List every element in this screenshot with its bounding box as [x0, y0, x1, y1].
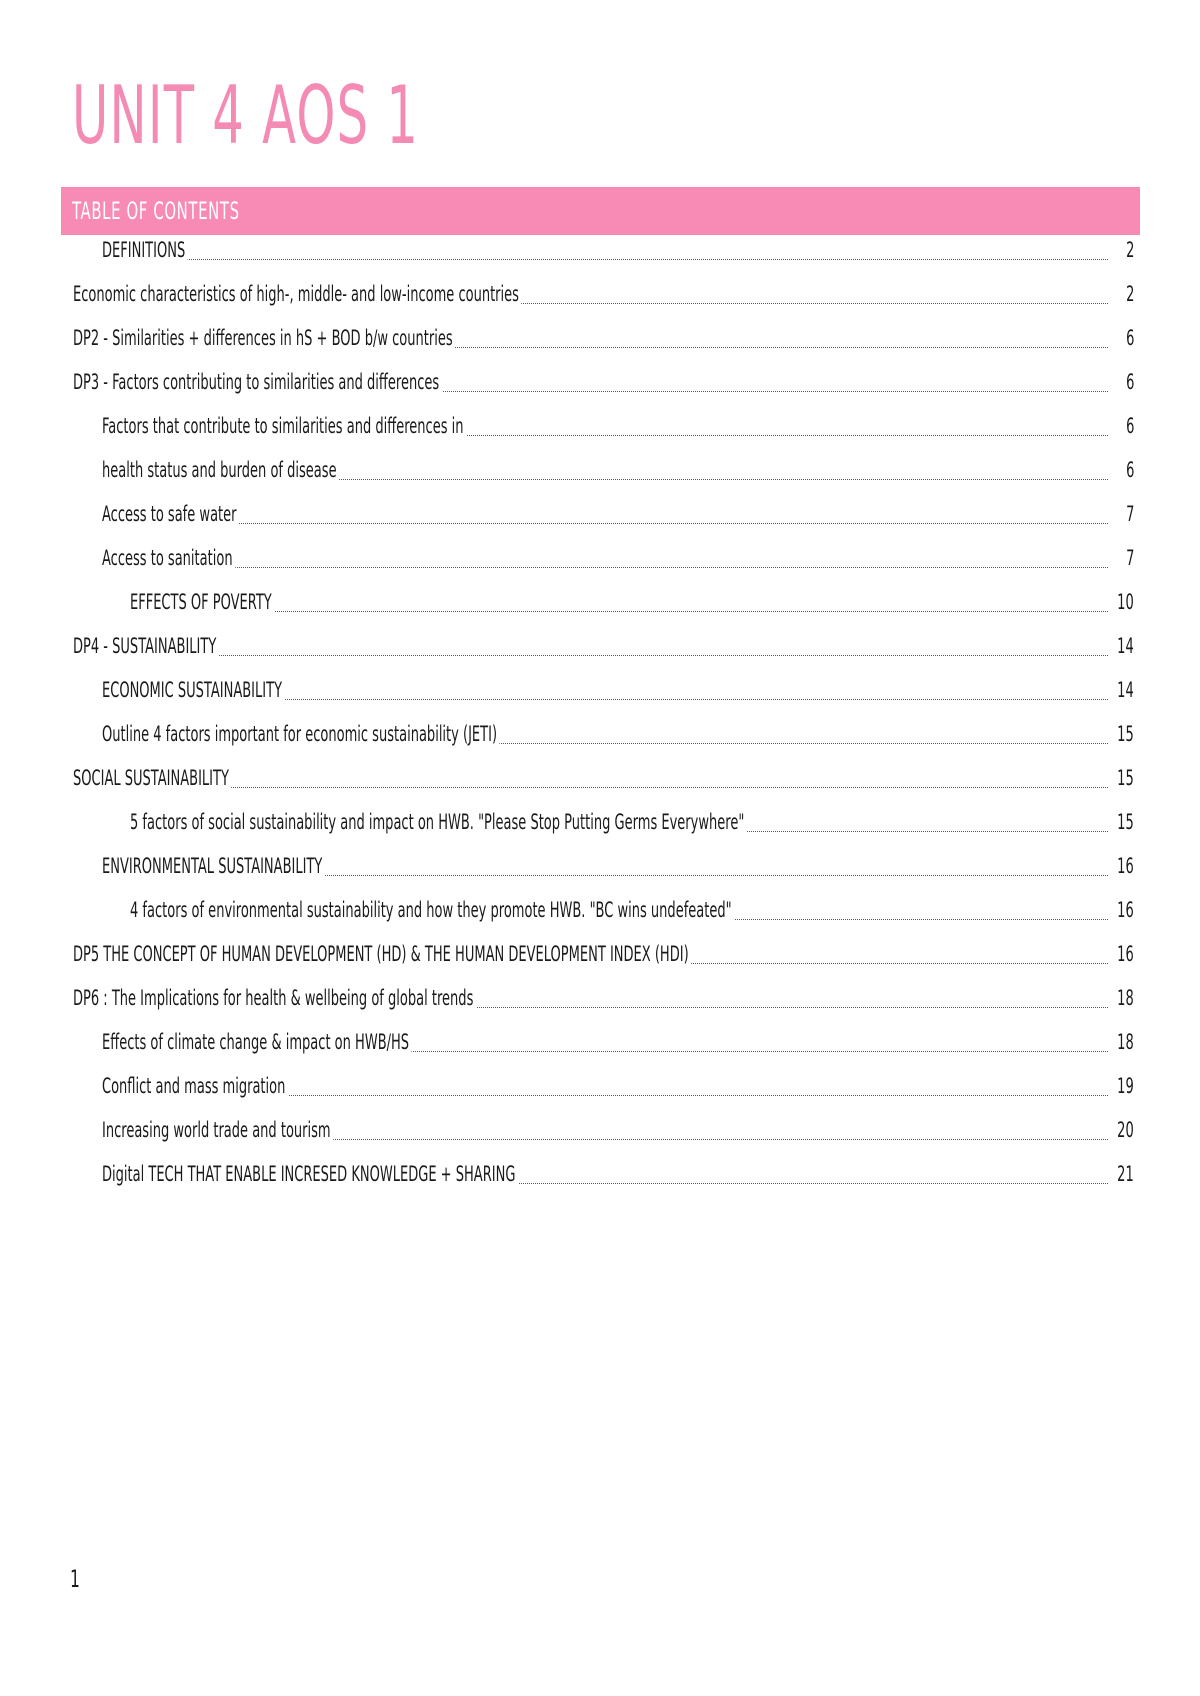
toc-entry[interactable]: [102, 456, 1134, 486]
toc-leader-dots: [102, 523, 1108, 524]
toc-entry-page: 15: [1117, 810, 1134, 834]
toc-entry[interactable]: [102, 1116, 1134, 1146]
toc-entry-page: 19: [1117, 1074, 1134, 1098]
toc-entry-label: SOCIAL SUSTAINABILITY: [73, 766, 231, 790]
toc-entry-page: 14: [1117, 634, 1134, 658]
toc-entry[interactable]: [130, 588, 1134, 618]
toc-entry[interactable]: [73, 368, 1134, 398]
toc-leader-dots: [102, 259, 1108, 260]
toc-entry-label: ENVIRONMENTAL SUSTAINABILITY: [102, 854, 325, 878]
toc-entry-page: 21: [1117, 1162, 1134, 1186]
toc-entry-label: Factors that contribute to similarities and differences in: [102, 414, 466, 438]
toc-leader-dots: [102, 567, 1108, 568]
toc-entry-page: 14: [1117, 678, 1134, 702]
toc-entry-page: 6: [1125, 326, 1134, 350]
toc-entry-page: 7: [1125, 502, 1134, 526]
toc-entry-label: EFFECTS OF POVERTY: [130, 590, 274, 614]
page-title: UNIT 4 AOS 1: [72, 69, 420, 162]
toc-entry-label: health status and burden of disease: [102, 458, 339, 482]
toc-entry[interactable]: [102, 720, 1134, 750]
toc-entry-page: 2: [1125, 282, 1134, 306]
toc-entry-label: Effects of climate change & impact on HWB/HS: [102, 1030, 412, 1054]
toc-entry[interactable]: [130, 896, 1134, 926]
toc-entry-label: DP6 : The Implications for health & wellbeing of global trends: [73, 986, 476, 1010]
toc-entry-page: 16: [1117, 898, 1134, 922]
toc-entry[interactable]: [102, 1160, 1134, 1190]
toc-entry-label: Access to sanitation: [102, 546, 235, 570]
toc-entry[interactable]: [102, 412, 1134, 442]
toc-entry-label: Economic characteristics of high-, middle- and low-income countries: [73, 282, 521, 306]
toc-entry-page: 7: [1125, 546, 1134, 570]
toc-entry-label: DP4 - SUSTAINABILITY: [73, 634, 219, 658]
toc-entry-page: 6: [1125, 370, 1134, 394]
toc-entry-label: DP5 THE CONCEPT OF HUMAN DEVELOPMENT (HD) & THE HUMAN DEVELOPMENT INDEX (HDI): [73, 942, 691, 966]
toc-entry-page: 2: [1125, 238, 1134, 262]
toc-entry[interactable]: [102, 1028, 1134, 1058]
toc-entry[interactable]: [102, 676, 1134, 706]
page-number: 1: [70, 1565, 80, 1593]
toc-leader-dots: [73, 655, 1108, 656]
toc-entry-page: 16: [1117, 854, 1134, 878]
toc-entry-label: Digital TECH THAT ENABLE INCRESED KNOWLEDGE + SHARING: [102, 1162, 518, 1186]
toc-entry-page: 18: [1117, 1030, 1134, 1054]
toc-entry-page: 15: [1117, 722, 1134, 746]
toc-entry-label: ECONOMIC SUSTAINABILITY: [102, 678, 285, 702]
toc-entry-page: 6: [1125, 414, 1134, 438]
toc-entry-label: DP2 - Similarities + differences in hS + BOD b/w countries: [73, 326, 455, 350]
toc-entry[interactable]: [73, 984, 1134, 1014]
toc-entry-label: DEFINITIONS: [102, 238, 188, 262]
toc-entry-label: 4 factors of environmental sustainability and how they promote HWB. "BC wins undefeated": [130, 898, 734, 922]
toc-entry-page: 6: [1125, 458, 1134, 482]
toc-header-banner: [61, 187, 1140, 235]
toc-entry-page: 10: [1117, 590, 1134, 614]
toc-leader-dots: [130, 611, 1108, 612]
toc-entry[interactable]: [102, 852, 1134, 882]
toc-entry[interactable]: [102, 500, 1134, 530]
toc-entry[interactable]: [73, 764, 1134, 794]
toc-entry[interactable]: [102, 1072, 1134, 1102]
toc-entry[interactable]: [73, 632, 1134, 662]
toc-entry[interactable]: [102, 544, 1134, 574]
toc-entry-label: DP3 - Factors contributing to similarities and differences: [73, 370, 442, 394]
toc-entry[interactable]: [73, 280, 1134, 310]
toc-entry-page: 15: [1117, 766, 1134, 790]
toc-entry-page: 20: [1117, 1118, 1134, 1142]
toc-entry-page: 18: [1117, 986, 1134, 1010]
toc-entry[interactable]: [73, 324, 1134, 354]
toc-entry-page: 16: [1117, 942, 1134, 966]
toc-entry-label: Access to safe water: [102, 502, 239, 526]
toc-header-text: TABLE OF CONTENTS: [72, 197, 240, 225]
toc-entry-label: Outline 4 factors important for economic sustainability (JETI): [102, 722, 500, 746]
toc-entry[interactable]: [130, 808, 1134, 838]
toc-entry-label: Conflict and mass migration: [102, 1074, 288, 1098]
toc-entry[interactable]: [102, 236, 1134, 266]
toc-entry[interactable]: [73, 940, 1134, 970]
toc-entry-label: 5 factors of social sustainability and impact on HWB. "Please Stop Putting Germs Everywhere": [130, 810, 747, 834]
toc-entry-label: Increasing world trade and tourism: [102, 1118, 333, 1142]
